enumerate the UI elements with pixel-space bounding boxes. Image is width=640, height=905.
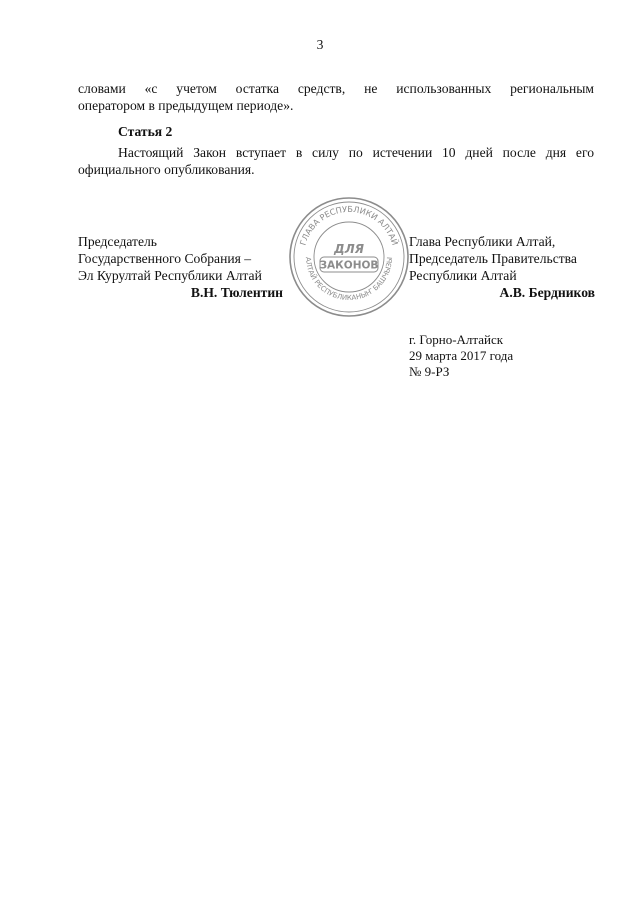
seal-center-text-top: ДЛЯ (334, 242, 364, 256)
page-number: 3 (316, 37, 324, 52)
article-line: Настоящий Закон вступает в силу по истечении 10 дней после дня его (118, 145, 594, 160)
signatory-title-line: Государственного Собрания – (78, 251, 252, 266)
seal-center-text-bottom: ЗАКОНОВ (319, 259, 379, 272)
seal-ring-text-top: ГЛАВА РЕСПУБЛИКИ АЛТАЙ (297, 203, 401, 247)
law-date: 29 марта 2017 года (409, 348, 514, 363)
paragraph-line: словами «с учетом остатка средств, не использованных региональным (78, 81, 594, 96)
official-seal-stamp (287, 195, 411, 319)
signatory-title-line: Председатель (78, 234, 157, 249)
article-line: официального опубликования. (78, 162, 255, 177)
signatory-title-line: Республики Алтай (409, 268, 517, 283)
seal-ring-text-bottom: АЛТАЙ РЕСПУБЛИКАНЫҤ БАШЧЫЗЫ (303, 256, 395, 303)
paragraph-continuation (78, 80, 594, 114)
signatory-title-line: Председатель Правительства (409, 251, 577, 266)
article-body (78, 144, 594, 178)
signature-block-right (409, 233, 595, 301)
law-metadata (409, 332, 513, 380)
law-number: № 9-РЗ (409, 364, 450, 379)
article-title: Статья 2 (118, 124, 173, 139)
signature-block-left (78, 233, 283, 301)
signatory-name: В.Н. Тюлентин (190, 285, 283, 300)
signatory-name: А.В. Бердников (499, 285, 595, 300)
signatory-title-line: Эл Курултай Республики Алтай (78, 268, 262, 283)
signatory-title-line: Глава Республики Алтай, (409, 234, 556, 249)
paragraph-line: оператором в предыдущем периоде». (78, 98, 294, 113)
law-city: г. Горно-Алтайск (409, 332, 504, 347)
